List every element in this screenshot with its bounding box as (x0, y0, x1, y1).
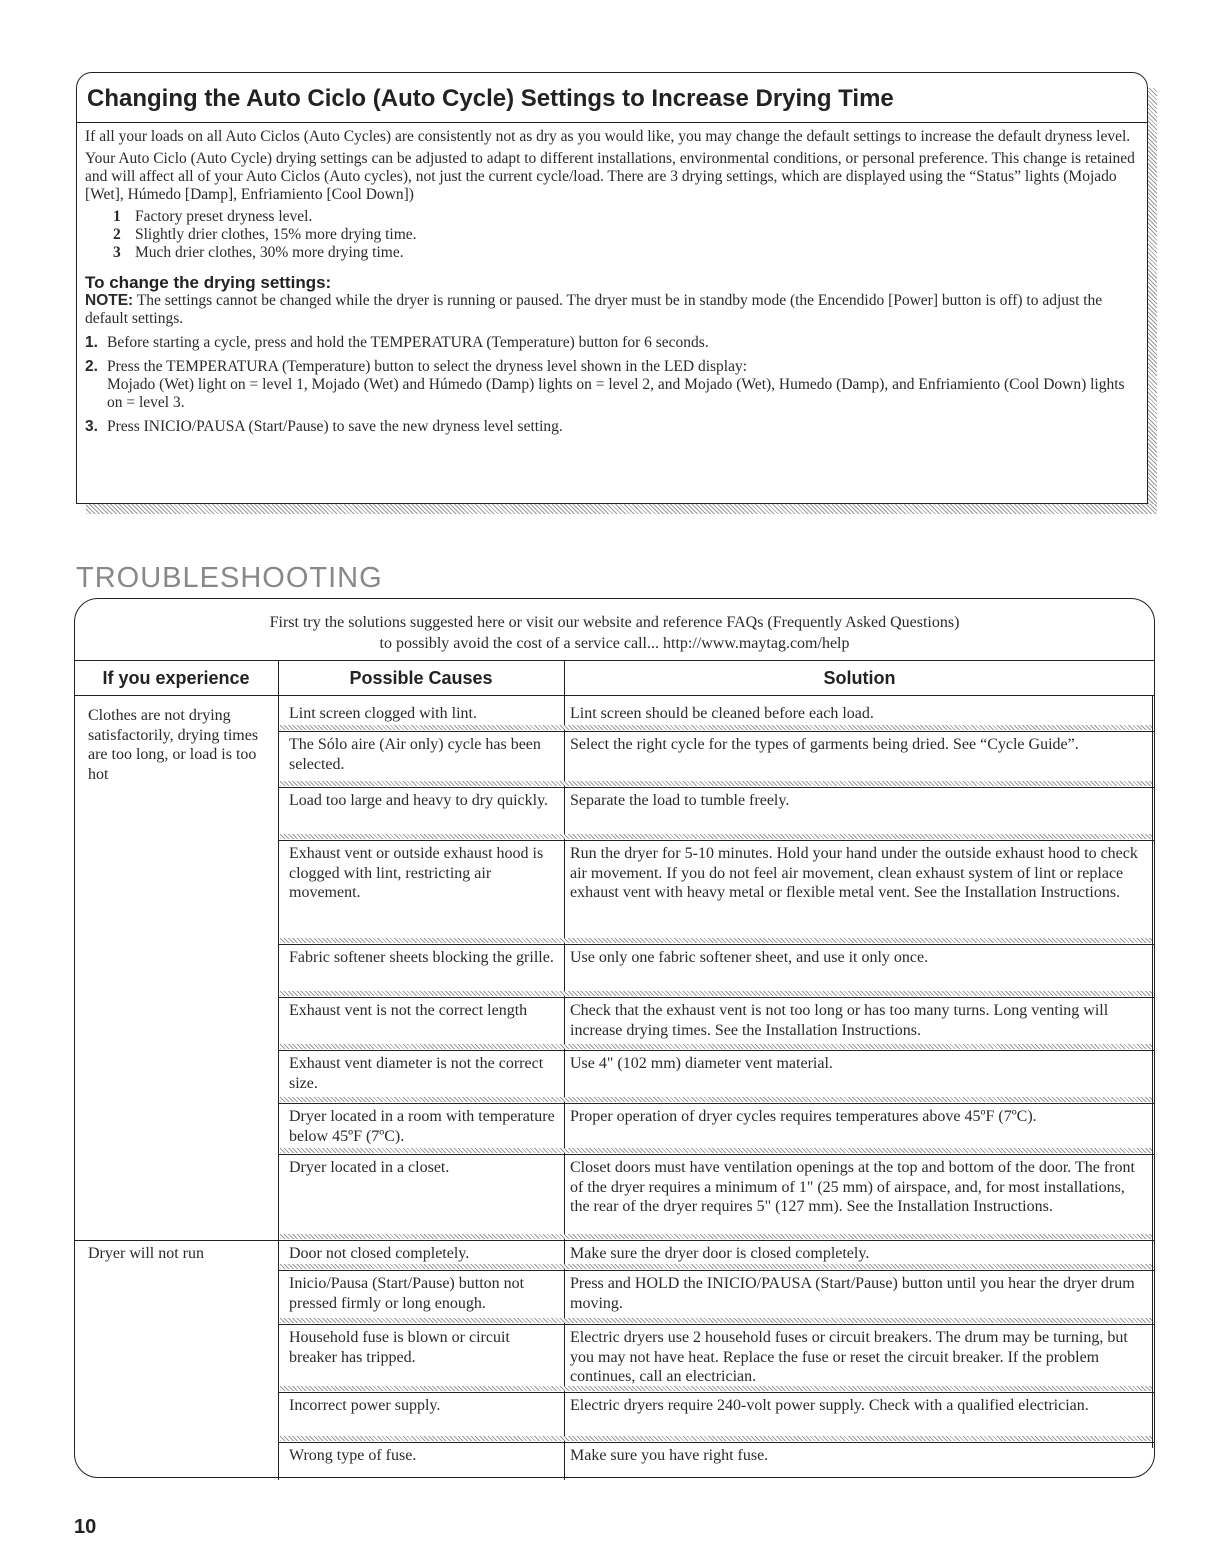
cause-cell: Wrong type of fuse. (289, 1447, 417, 1464)
step-number: 1. (85, 334, 98, 351)
dryness-level-item (85, 226, 1137, 244)
experience-cell: Clothes are not drying satisfactorily, drying times are too long, or load is too hot (88, 707, 259, 783)
auto-cycle-title: Changing the Auto Ciclo (Auto Cycle) Settings to Increase Drying Time (87, 85, 894, 112)
solution-cell: Proper operation of dryer cycles requires temperatures above 45ºF (7ºC). (570, 1108, 1037, 1125)
row-divider (278, 840, 1154, 841)
solution-cell: Run the dryer for 5-10 minutes. Hold your hand under the outside exhaust hood to check air movement. If you do not feel air movement, clean exhaust system of lint or replace exhaust vent with heavy metal or flexible metal vent. See the Installation Instructions. (570, 845, 1138, 901)
auto-cycle-para1: If all your loads on all Auto Ciclos (Auto Cycles) are consistently not as dry as you would like, you may change the default settings to increase the default dryness level. (85, 128, 1131, 145)
level-number: 3 (113, 244, 121, 261)
solution-cell: Select the right cycle for the types of garments being dried. See “Cycle Guide”. (570, 736, 1079, 753)
troubleshooting-intro (74, 612, 1155, 654)
row-divider (278, 1442, 1154, 1443)
row-shade (280, 1264, 1152, 1269)
solution-cell: Make sure the dryer door is closed completely. (570, 1245, 870, 1262)
step-number: 2. (85, 358, 98, 375)
level-text: Factory preset dryness level. (135, 208, 313, 225)
cause-cell: Incorrect power supply. (289, 1397, 441, 1414)
cause-cell: Load too large and heavy to dry quickly. (289, 792, 549, 809)
solution-cell: Check that the exhaust vent is not too long or has too many turns. Long venting will increase drying times. See the Installation Instructions. (570, 1002, 1109, 1039)
dryness-level-item (85, 208, 1137, 226)
group-divider (74, 1240, 280, 1241)
row-shade (280, 1386, 1152, 1391)
solution-cell: Use 4" (102 mm) diameter vent material. (570, 1055, 833, 1072)
row-shade (280, 938, 1152, 943)
cause-cell: The Sólo aire (Air only) cycle has been selected. (289, 736, 541, 773)
row-divider (278, 944, 1154, 945)
cause-cell: Household fuse is blown or circuit breaker has tripped. (289, 1329, 510, 1366)
row-shade (280, 781, 1152, 786)
row-shade (280, 1318, 1152, 1323)
level-number: 2 (113, 226, 121, 243)
row-shade (280, 1044, 1152, 1049)
row-shade (280, 725, 1152, 730)
level-text: Slightly drier clothes, 15% more drying time. (135, 226, 417, 243)
solution-cell: Use only one fabric softener sheet, and use it only once. (570, 949, 929, 966)
cause-cell: Dryer located in a closet. (289, 1159, 450, 1176)
cause-cell: Inicio/Pausa (Start/Pause) button not pressed firmly or long enough. (289, 1275, 525, 1312)
step-text: Press INICIO/PAUSA (Start/Pause) to save the new dryness level setting. (107, 418, 563, 435)
box-shadow-right (1148, 88, 1157, 512)
cause-cell: Exhaust vent diameter is not the correct size. (289, 1055, 544, 1092)
row-divider (278, 1103, 1154, 1104)
experience-cell: Dryer will not run (88, 1245, 204, 1262)
solution-cell: Press and HOLD the INICIO/PAUSA (Start/Pause) button until you hear the dryer drum moving. (570, 1275, 1135, 1312)
box-shadow-bottom (86, 504, 1157, 514)
column-divider (1152, 696, 1153, 1448)
intro-line: to possibly avoid the cost of a service call... http://www.maytag.com/help (379, 635, 850, 652)
step-text: Press the TEMPERATURA (Temperature) button to select the dryness level shown in the LED display: (107, 358, 748, 375)
step-number: 3. (85, 418, 98, 435)
solution-cell: Electric dryers require 240-volt power supply. Check with a qualified electrician. (570, 1397, 1089, 1414)
setting-step (85, 358, 1137, 376)
table-header (74, 660, 1155, 696)
page-number: 10 (74, 1516, 97, 1538)
note-text: The settings cannot be changed while the dryer is running or paused. The dryer must be in standby mode (the Encendido [Power] button is off) to adjust the default settings. (85, 292, 1103, 327)
column-divider (278, 660, 279, 1480)
header-causes: Possible Causes (349, 668, 493, 688)
dryness-level-item (85, 244, 1137, 262)
step-continuation: Mojado (Wet) light on = level 1, Mojado (Wet) and Húmedo (Damp) lights on = level 2, and Mojado (Wet), Humedo (Damp), and Enfriamiento (Cool Down) lights on = level 3. (107, 376, 1125, 411)
solution-cell: Closet doors must have ventilation openings at the top and bottom of the door. The front of the dryer requires a minimum of 1" (25 mm) of airspace, and, for most installations, the rear of the dryer requires 5" (127 mm). See the Installation Instructions. (570, 1159, 1135, 1215)
row-shade (280, 991, 1152, 996)
row-divider (278, 1392, 1154, 1393)
cause-cell: Exhaust vent is not the correct length (289, 1002, 528, 1019)
level-text: Much drier clothes, 30% more drying time. (135, 244, 404, 261)
row-divider (278, 731, 1154, 732)
auto-cycle-section (76, 72, 1148, 504)
row-shade (280, 834, 1152, 839)
level-number: 1 (113, 208, 121, 225)
row-divider (278, 1154, 1154, 1155)
header-experience: If you experience (102, 668, 250, 688)
row-shade (280, 1097, 1152, 1102)
cause-cell: Lint screen clogged with lint. (289, 705, 477, 722)
change-settings-heading: To change the drying settings: (85, 273, 332, 292)
setting-step (85, 418, 1137, 436)
auto-cycle-para2: Your Auto Ciclo (Auto Cycle) drying settings can be adjusted to adapt to different installations, environmental conditions, or personal preference. This change is retained and will affect all of your Auto Ciclos (Auto cycles), not just the current cycle/load. There are 3 drying settings, which are displayed using the “Status” lights (Mojado [Wet], Húmedo [Damp], Enfriamiento [Cool Down]) (85, 150, 1135, 203)
solution-cell: Make sure you have right fuse. (570, 1447, 769, 1464)
cause-cell: Door not closed completely. (289, 1245, 470, 1262)
row-shade (280, 1234, 1152, 1239)
solution-cell: Lint screen should be cleaned before each load. (570, 705, 874, 722)
title-rule (77, 122, 1147, 123)
step-text: Before starting a cycle, press and hold the TEMPERATURA (Temperature) button for 6 seconds. (107, 334, 709, 351)
header-solution: Solution (823, 668, 896, 688)
row-divider (278, 1270, 1154, 1271)
auto-cycle-body (85, 128, 1137, 436)
note-label: NOTE: (85, 292, 134, 309)
row-divider (278, 1324, 1154, 1325)
solution-cell: Separate the load to tumble freely. (570, 792, 790, 809)
row-divider (278, 1050, 1154, 1051)
cause-cell: Fabric softener sheets blocking the grille. (289, 949, 554, 966)
intro-line: First try the solutions suggested here or visit our website and reference FAQs (Frequently Asked Questions) (269, 614, 960, 631)
row-divider (278, 997, 1154, 998)
settings-note (85, 292, 1137, 328)
row-shade (280, 1436, 1152, 1441)
setting-step (85, 334, 1137, 352)
row-shade (280, 1148, 1152, 1153)
row-divider (278, 787, 1154, 788)
troubleshooting-title: TROUBLESHOOTING (76, 562, 383, 594)
cause-cell: Dryer located in a room with temperature below 45ºF (7ºC). (289, 1108, 555, 1145)
cause-cell: Exhaust vent or outside exhaust hood is clogged with lint, restricting air movement. (289, 845, 544, 901)
solution-cell: Electric dryers use 2 household fuses or circuit breakers. The drum may be turning, but you may not have heat. Replace the fuse or reset the circuit breaker. If the problem continues, call an electrician. (570, 1329, 1128, 1385)
row-divider (278, 1240, 1154, 1241)
